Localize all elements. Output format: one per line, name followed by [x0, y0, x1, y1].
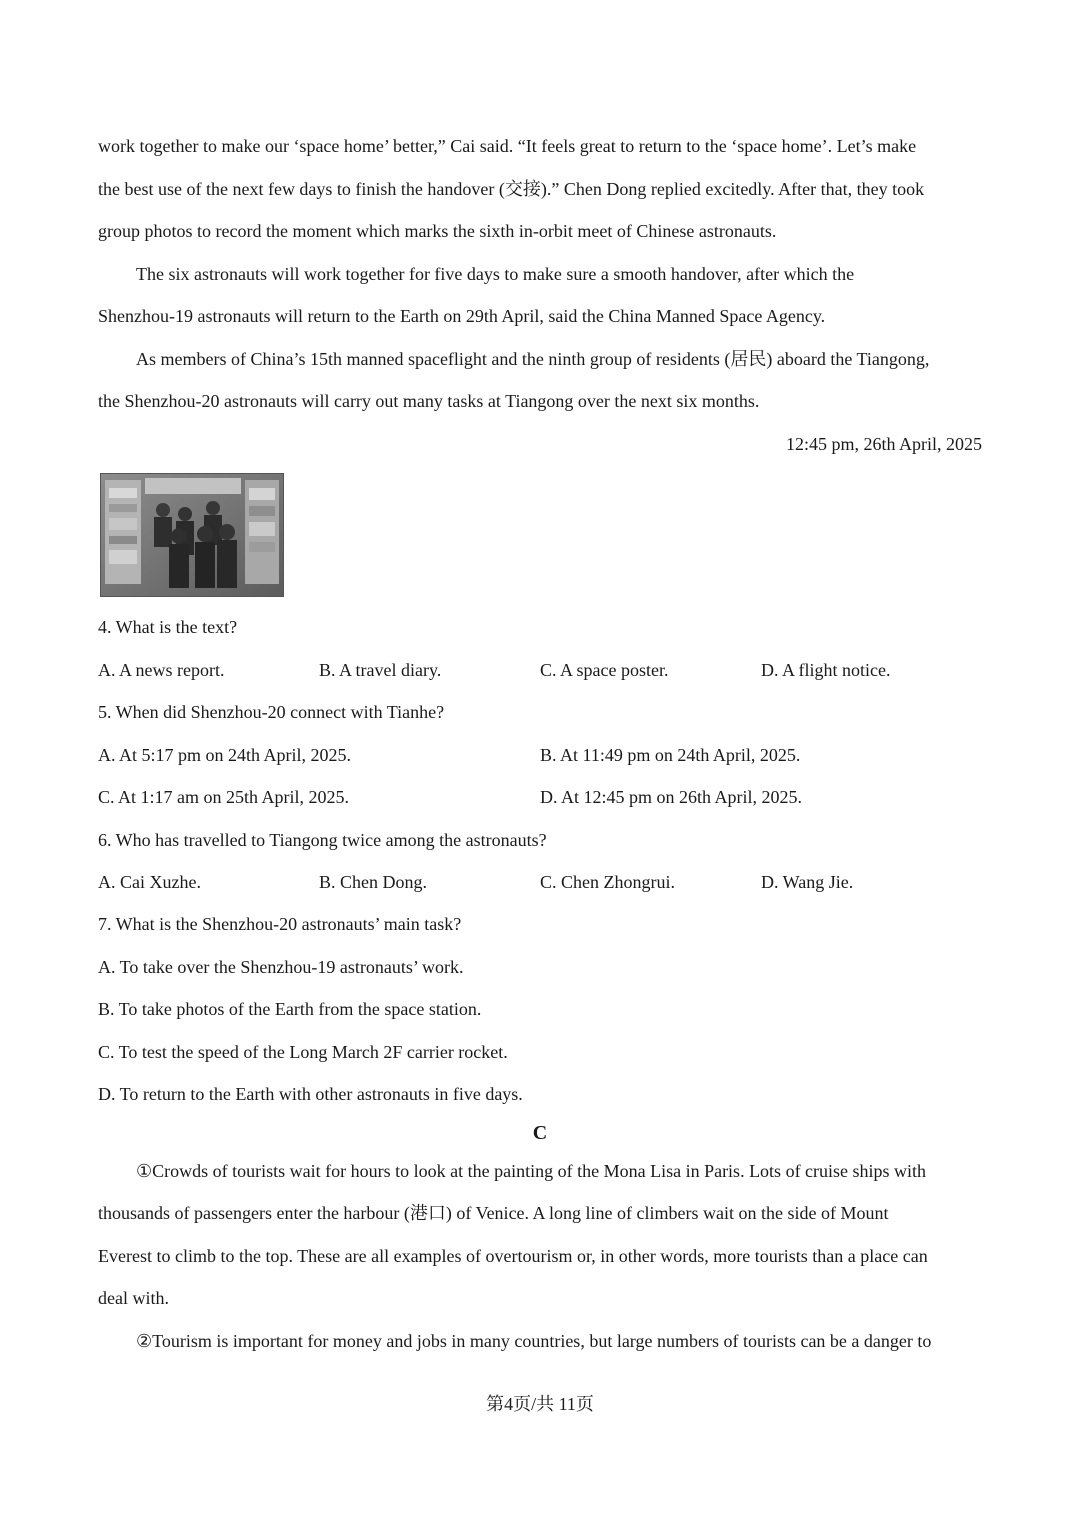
- question-7-option-b: B. To take photos of the Earth from the space station.: [98, 999, 482, 1019]
- passage-b-p2-line2: Shenzhou-19 astronauts will return to the Earth on 29th April, said the China Manned Space Agency.: [98, 306, 826, 326]
- question-4-option-b: B. A travel diary.: [319, 660, 442, 680]
- section-c-heading: C: [532, 1122, 548, 1144]
- question-5-option-b: B. At 11:49 pm on 24th April, 2025.: [540, 745, 801, 765]
- question-5-option-a: A. At 5:17 pm on 24th April, 2025.: [98, 745, 352, 765]
- question-6-option-b: B. Chen Dong.: [319, 872, 427, 892]
- section-c-p1-line3: Everest to climb to the top. These are all examples of overtourism or, in other words, more tourists than a place can: [98, 1246, 928, 1266]
- passage-b-p3-line1: As members of China’s 15th manned spaceflight and the ninth group of residents (居民) aboard the Tiangong,: [136, 349, 930, 369]
- question-7-option-d: D. To return to the Earth with other astronauts in five days.: [98, 1084, 523, 1104]
- dateline: 12:45 pm, 26th April, 2025: [785, 434, 982, 454]
- question-5-stem: 5. When did Shenzhou-20 connect with Tianhe?: [98, 702, 445, 722]
- question-6-option-c: C. Chen Zhongrui.: [540, 872, 675, 892]
- passage-b-p1-line3: group photos to record the moment which marks the sixth in-orbit meet of Chinese astronauts.: [98, 221, 777, 241]
- section-c-p2-line1: ②Tourism is important for money and jobs in many countries, but large numbers of tourists can be a danger to: [136, 1331, 932, 1351]
- section-c-p1-line4: deal with.: [98, 1288, 169, 1308]
- question-7-option-a: A. To take over the Shenzhou-19 astronauts’ work.: [98, 957, 464, 977]
- question-5-option-c: C. At 1:17 am on 25th April, 2025.: [98, 787, 350, 807]
- passage-b-p3-line2: the Shenzhou-20 astronauts will carry out many tasks at Tiangong over the next six months.: [98, 391, 760, 411]
- question-4-option-a: A. A news report.: [98, 660, 225, 680]
- question-7-stem: 7. What is the Shenzhou-20 astronauts’ main task?: [98, 914, 462, 934]
- section-c-p1-line2: thousands of passengers enter the harbour (港口) of Venice. A long line of climbers wait on the side of Mount: [98, 1203, 889, 1223]
- passage-b-p1-line1: work together to make our ‘space home’ better,” Cai said. “It feels great to return to the ‘space home’. Let’s make: [98, 136, 917, 156]
- astronauts-photo-graphic: [101, 474, 283, 596]
- question-4-option-c: C. A space poster.: [540, 660, 669, 680]
- section-c-p1-line1: ①Crowds of tourists wait for hours to look at the painting of the Mona Lisa in Paris. Lots of cruise ships with: [136, 1161, 927, 1181]
- question-4-stem: 4. What is the text?: [98, 617, 238, 637]
- astronauts-photo: [100, 473, 284, 597]
- passage-b-p1-line2: the best use of the next few days to finish the handover (交接).” Chen Dong replied excitedly. After that, they took: [98, 179, 925, 199]
- question-4-option-d: D. A flight notice.: [761, 660, 891, 680]
- question-6-option-a: A. Cai Xuzhe.: [98, 872, 201, 892]
- question-5-option-d: D. At 12:45 pm on 26th April, 2025.: [540, 787, 803, 807]
- question-6-stem: 6. Who has travelled to Tiangong twice among the astronauts?: [98, 830, 547, 850]
- question-6-option-d: D. Wang Jie.: [761, 872, 854, 892]
- page-number: 第4页/共 11页: [486, 1394, 594, 1414]
- question-7-option-c: C. To test the speed of the Long March 2F carrier rocket.: [98, 1042, 508, 1062]
- passage-b-p2-line1: The six astronauts will work together for five days to make sure a smooth handover, after which the: [136, 264, 855, 284]
